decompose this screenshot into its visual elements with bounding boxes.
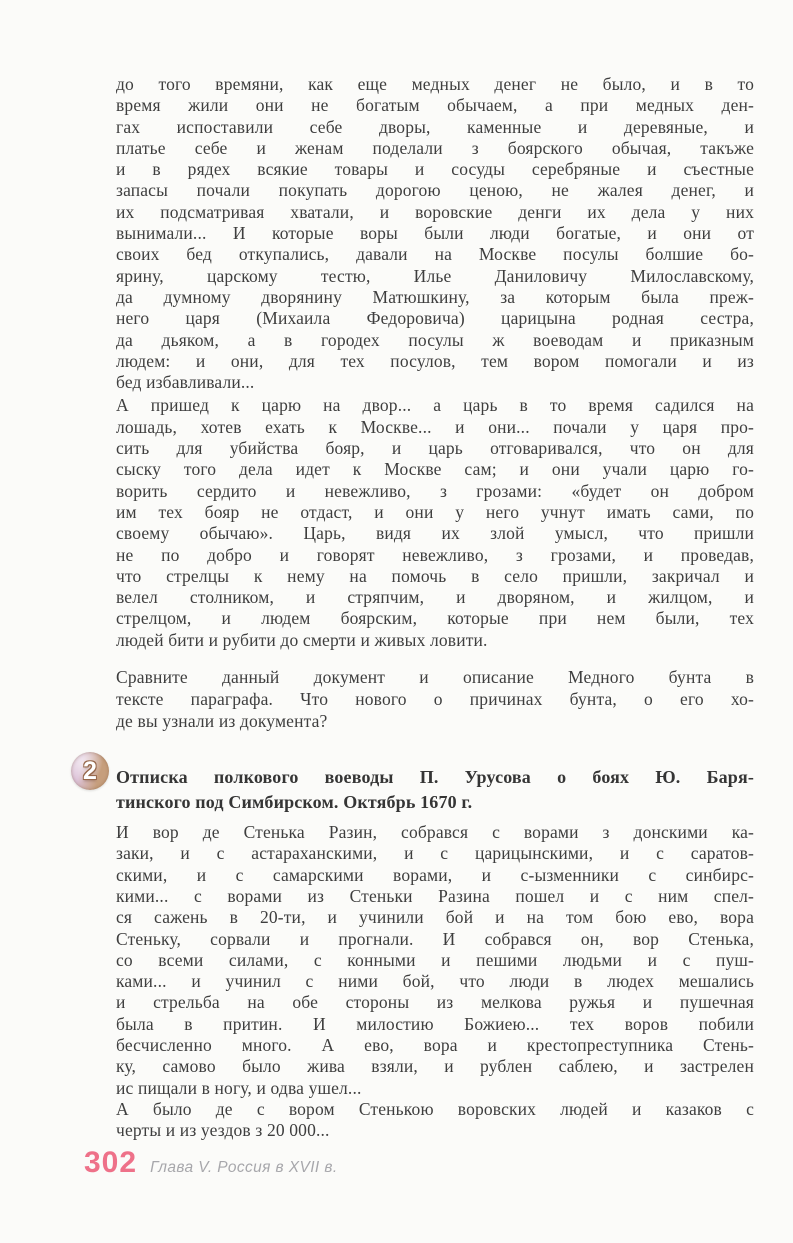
document2-heading-line: тинского под Симбирском. Октябрь 1670 г. — [116, 792, 473, 813]
document1-text-line: ворить сердито и невежливо, з грозами: «будет он добром — [116, 480, 754, 501]
document1-text-line: гах испоставили себе дворы, каменные и деревяные, и — [116, 116, 754, 137]
document2-text-line: скими, и с самарскими ворами, и с-ызменники с синбирс- — [116, 864, 754, 885]
document1-text-line: время жили они не богатым обычаем, а при медных ден- — [116, 95, 754, 116]
document2-text-line: Стеньку, сорвали и прогнали. И собрався он, вор Стенька, — [116, 928, 754, 949]
document1-text-line: ярину, царскому тестю, Илье Даниловичу Милославскому, — [116, 265, 754, 286]
question-text-line: тексте параграфа. Что нового о причинах бунта, о его хо- — [116, 689, 754, 710]
document2-text-line: со всеми силами, с конными и пешими людьми и с пуш- — [116, 949, 754, 970]
page-number: 302 — [84, 1146, 138, 1179]
document1-text-line: людем: и они, для тех посулов, тем вором помогали и из — [116, 350, 754, 371]
document1-text-line: да дьяком, а в городех посулы ж воеводам и приказным — [116, 329, 754, 350]
document2-text-line: заки, и с астараханскими, и с царицынскими, и с саратов- — [116, 843, 754, 864]
document2-text-line: была в притин. И милостию Божиею... тех воров побили — [116, 1013, 754, 1034]
document2-heading — [116, 765, 754, 815]
document1-text-line: до того времяни, как еще медных денег не было, и в то — [116, 74, 754, 94]
document1-text-line: да думному дворянину Матюшкину, за которым была преж- — [116, 286, 754, 307]
document1-text-line: бед избавливали... — [116, 372, 255, 393]
document1-text-line: своих бед откупались, давали на Москве посулы болшие бо- — [116, 244, 754, 265]
document2-text-line: И вор де Стенька Разин, собрався с ворами з донскими ка- — [116, 822, 754, 843]
document2-text-line: бесчисленно много. А ево, вора и крестопреступника Стень- — [116, 1034, 754, 1055]
document1-text-line: им тех бояр не отдаст, и они у него учнут имать сами, по — [116, 501, 754, 522]
document2-text-line: ку, самово было жива взяли, и рублен саблею, и застрелен — [116, 1056, 754, 1077]
page-text-column — [116, 74, 754, 1141]
question-block — [116, 666, 754, 732]
document2-text-line: ся сажень в 20-ти, и учинили бой и на том бою ево, вора — [116, 907, 754, 928]
document1-text-line: сить для убийства бояр, и царь отговаривался, что он для — [116, 438, 754, 459]
document2-paragraph-2 — [116, 1099, 754, 1142]
document1-text-line: сыску того дела идет к Москве сам; и они учали царю го- — [116, 459, 754, 480]
document2-paragraph-1 — [116, 822, 754, 1099]
document1-text-line: запасы почали покупать дорогою ценою, не жалея денег, и — [116, 180, 754, 201]
chapter-title: Глава V. Россия в XVII в. — [150, 1159, 338, 1176]
document1-text-line: него царя (Михаила Федоровича) царицына родная сестра, — [116, 308, 754, 329]
document1-text-line: людей бити и рубити до смерти и живых ловити. — [116, 629, 488, 650]
document1-text-line: что стрелцы к нему на помочь в село пришли, закричал и — [116, 565, 754, 586]
document-number-badge: 2 — [71, 752, 109, 790]
document1-text-line: велел столником, и стряпчим, и дворяном, и жилцом, и — [116, 587, 754, 608]
document2-text-line: черты и из уездов з 20 000... — [116, 1120, 330, 1141]
question-text-line: Сравните данный документ и описание Медного бунта в — [116, 667, 754, 688]
question-text-line: де вы узнали из документа? — [116, 711, 328, 732]
document1-text-line: не по добро и говорят невежливо, з грозами, и проведав, — [116, 544, 754, 565]
document2-text-line: кими... с ворами из Стеньки Разина пошел и с ним спел- — [116, 885, 754, 906]
document1-text-line: и в рядех всякие товары и сосуды серебряные и съестные — [116, 159, 754, 180]
document2-text-line: и стрельба на обе стороны из мелкова ружья и пушечная — [116, 992, 754, 1013]
document1-text-line: стрелцом, и людем боярским, которые при нем были, тех — [116, 608, 754, 629]
document1-text-line: платье себе и женам поделали з боярского обычая, такъже — [116, 137, 754, 158]
document2-text-line: ками... и учинил с ними бой, что люди в людех мешались — [116, 971, 754, 992]
document1-text-line: лошадь, хотев ехать к Москве... и они... почали у царя про- — [116, 416, 754, 437]
document2-text-line: ис пищали в ногу, и одва ушел... — [116, 1077, 362, 1098]
document1-text-line: их подсматривая хватали, и воровские денги их дела у них — [116, 201, 754, 222]
document2-heading-line: Отписка полкового воеводы П. Урусова о боях Ю. Баря- — [116, 767, 754, 788]
document1-text-line: А пришед к царю на двор... а царь в то время садился на — [116, 395, 754, 416]
document1-text-line: вынимали... И которые воры были люди богатые, и они от — [116, 223, 754, 244]
document2-text-line: А было де с вором Стенькою воровских людей и казаков с — [116, 1098, 754, 1119]
document1-paragraph-2 — [116, 395, 754, 651]
page-footer — [84, 1146, 338, 1180]
document1-paragraph-1 — [116, 74, 754, 393]
document1-text-line: своему обычаю». Царь, видя их злой умысл, что пришли — [116, 523, 754, 544]
